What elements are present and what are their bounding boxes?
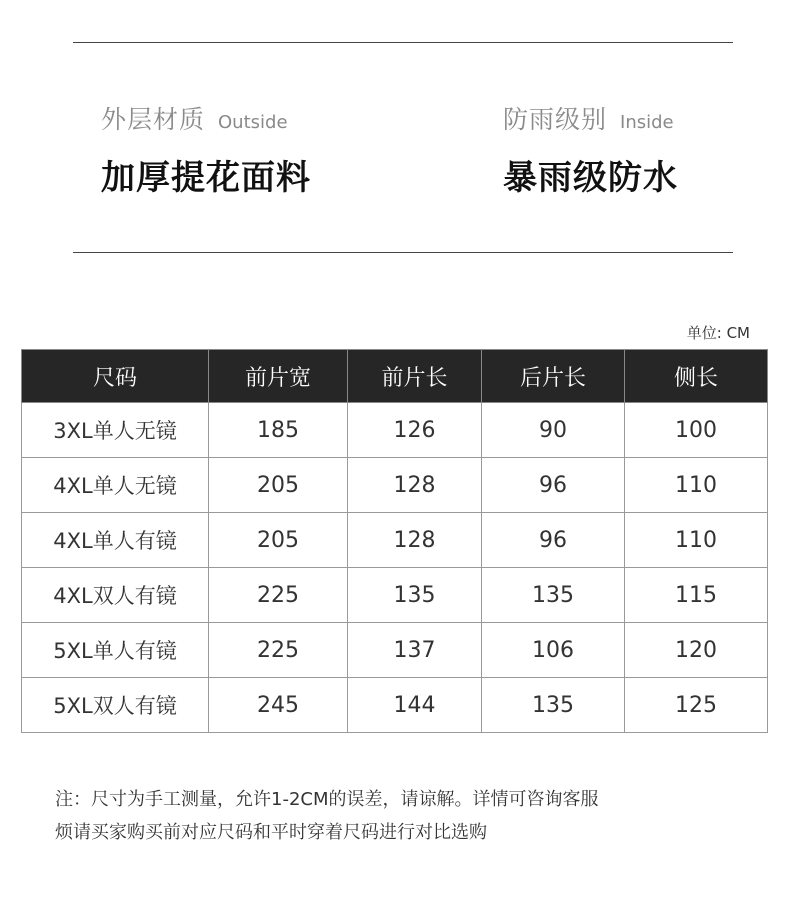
value-cell: 126 bbox=[348, 403, 482, 458]
size-table bbox=[21, 349, 768, 733]
value-cell: 185 bbox=[209, 403, 348, 458]
header-back-length: 后片长 bbox=[482, 350, 625, 403]
value-cell: 115 bbox=[625, 568, 768, 623]
feature-label-en: Outside bbox=[218, 112, 288, 133]
table-row bbox=[22, 678, 768, 733]
table-row bbox=[22, 513, 768, 568]
table-row bbox=[22, 403, 768, 458]
value-cell: 205 bbox=[209, 458, 348, 513]
value-cell: 137 bbox=[348, 623, 482, 678]
value-cell: 125 bbox=[625, 678, 768, 733]
bottom-divider bbox=[73, 252, 733, 253]
size-notes bbox=[55, 783, 599, 849]
feature-label: 防雨级别 bbox=[503, 105, 608, 134]
value-cell: 120 bbox=[625, 623, 768, 678]
value-cell: 110 bbox=[625, 458, 768, 513]
value-cell: 135 bbox=[482, 678, 625, 733]
value-cell: 245 bbox=[209, 678, 348, 733]
header-front-length: 前片长 bbox=[348, 350, 482, 403]
feature-label-en: Inside bbox=[620, 112, 674, 133]
size-cell: 4XL单人有镜 bbox=[22, 513, 209, 568]
value-cell: 205 bbox=[209, 513, 348, 568]
feature-rain-level bbox=[503, 100, 678, 199]
feature-label: 外层材质 bbox=[101, 105, 206, 134]
value-cell: 96 bbox=[482, 458, 625, 513]
feature-value: 加厚提花面料 bbox=[101, 158, 311, 198]
note-line: 注：尺寸为手工测量，允许1-2CM的误差，请谅解。详情可咨询客服 bbox=[55, 789, 599, 810]
feature-outer-material bbox=[101, 100, 311, 199]
value-cell: 96 bbox=[482, 513, 625, 568]
value-cell: 106 bbox=[482, 623, 625, 678]
value-cell: 144 bbox=[348, 678, 482, 733]
top-divider bbox=[73, 42, 733, 43]
value-cell: 135 bbox=[482, 568, 625, 623]
feature-value: 暴雨级防水 bbox=[503, 158, 678, 198]
value-cell: 100 bbox=[625, 403, 768, 458]
value-cell: 135 bbox=[348, 568, 482, 623]
table-row bbox=[22, 623, 768, 678]
note-line: 烦请买家购买前对应尺码和平时穿着尺码进行对比选购 bbox=[55, 822, 487, 843]
value-cell: 128 bbox=[348, 458, 482, 513]
value-cell: 110 bbox=[625, 513, 768, 568]
value-cell: 128 bbox=[348, 513, 482, 568]
table-row bbox=[22, 568, 768, 623]
size-cell: 5XL单人有镜 bbox=[22, 623, 209, 678]
value-cell: 225 bbox=[209, 568, 348, 623]
header-size: 尺码 bbox=[22, 350, 209, 403]
table-row bbox=[22, 458, 768, 513]
unit-label: 单位: CM bbox=[686, 324, 750, 342]
size-cell: 4XL单人无镜 bbox=[22, 458, 209, 513]
size-cell: 5XL双人有镜 bbox=[22, 678, 209, 733]
header-side-length: 侧长 bbox=[625, 350, 768, 403]
size-cell: 3XL单人无镜 bbox=[22, 403, 209, 458]
table-header-row bbox=[22, 350, 768, 403]
size-cell: 4XL双人有镜 bbox=[22, 568, 209, 623]
header-front-width: 前片宽 bbox=[209, 350, 348, 403]
value-cell: 90 bbox=[482, 403, 625, 458]
value-cell: 225 bbox=[209, 623, 348, 678]
